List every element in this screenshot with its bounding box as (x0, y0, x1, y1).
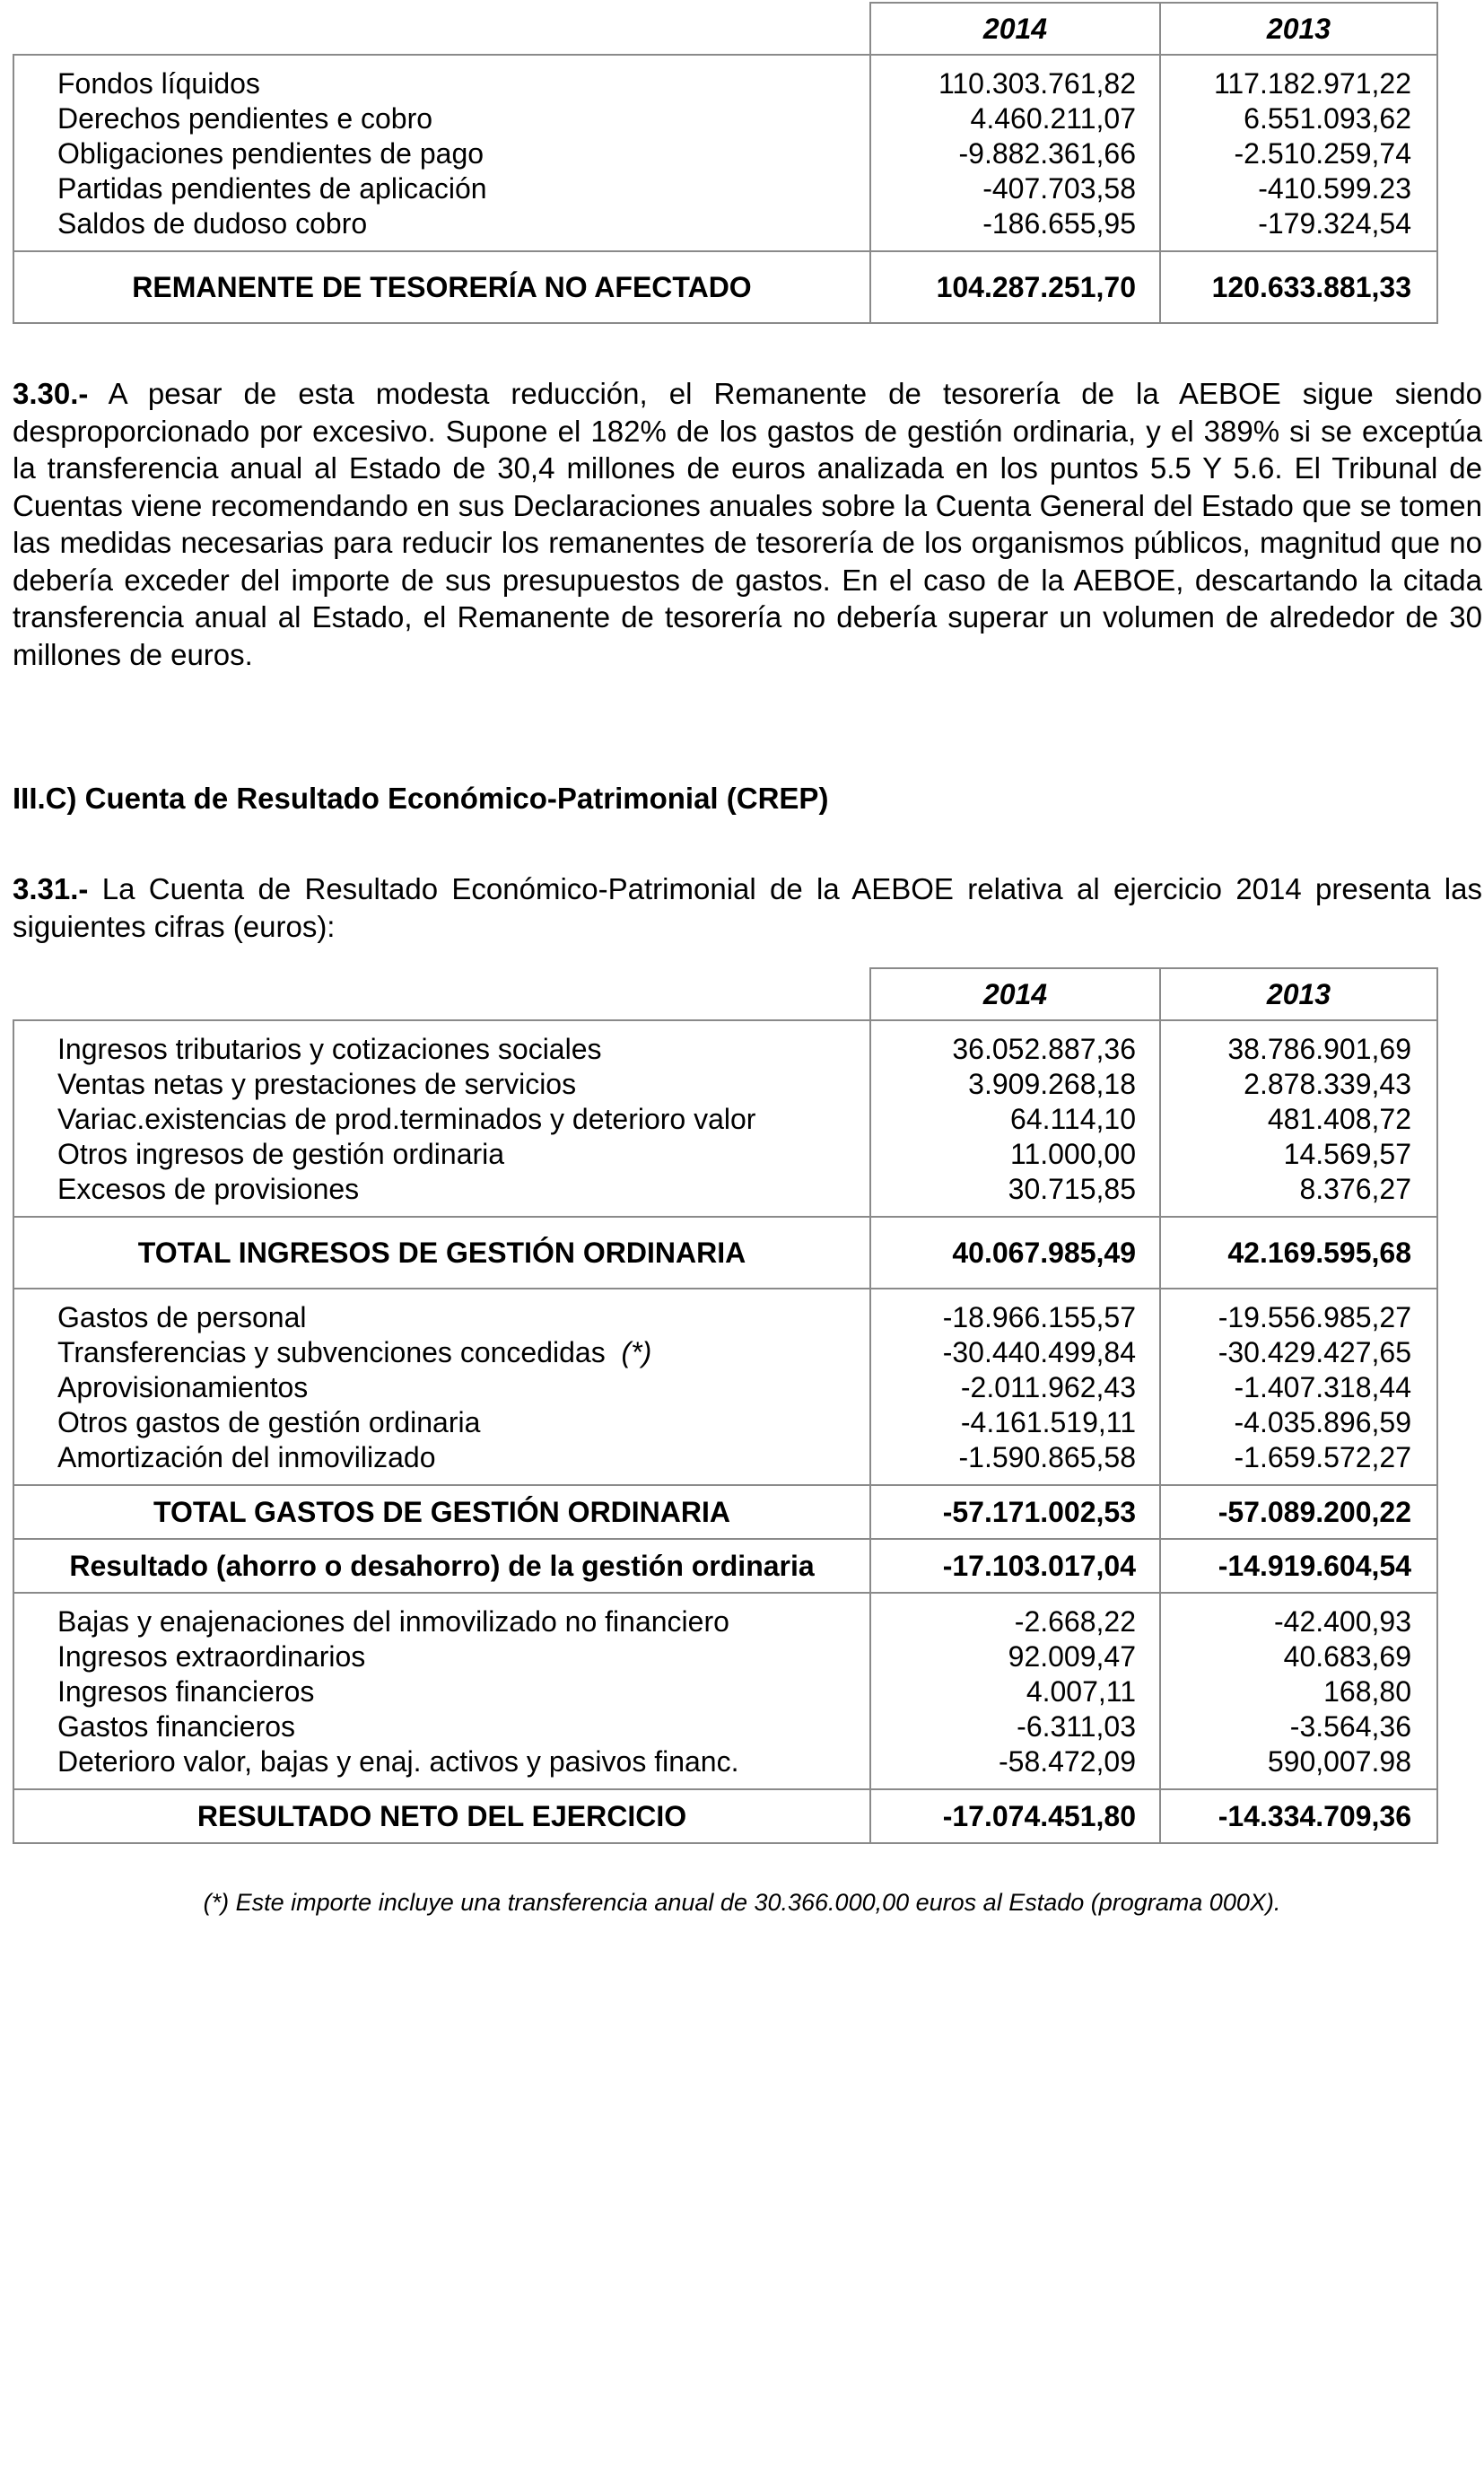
table-row (13, 1405, 1437, 1440)
value-2014: -2.668,22 (870, 1593, 1160, 1639)
value-2014: -1.590.865,58 (870, 1440, 1160, 1485)
total-row (13, 1485, 1437, 1539)
value-2014: -30.440.499,84 (870, 1335, 1160, 1370)
year-header: 2014 (870, 3, 1160, 55)
table-row (13, 55, 1437, 101)
value-2014: -4.161.519,11 (870, 1405, 1160, 1440)
row-label: Bajas y enajenaciones del inmovilizado no financiero (13, 1593, 870, 1639)
value-2013: 6.551.093,62 (1160, 101, 1437, 136)
value-2013: 481.408,72 (1160, 1102, 1437, 1137)
row-label: Ventas netas y prestaciones de servicios (13, 1067, 870, 1102)
table-row (13, 101, 1437, 136)
table-row (13, 1067, 1437, 1102)
value-2013: 8.376,27 (1160, 1172, 1437, 1217)
value-2013: -1.659.572,27 (1160, 1440, 1437, 1485)
crep-table (13, 967, 1438, 1844)
row-label: Fondos líquidos (13, 55, 870, 101)
value-2013: 117.182.971,22 (1160, 55, 1437, 101)
row-label: Partidas pendientes de aplicación (13, 171, 870, 206)
table-row (13, 171, 1437, 206)
total-2014: 104.287.251,70 (870, 251, 1160, 323)
table-row (13, 1440, 1437, 1485)
table-row (13, 136, 1437, 171)
row-label: Gastos de personal (13, 1289, 870, 1335)
table-row (13, 1102, 1437, 1137)
value-2014: -6.311,03 (870, 1709, 1160, 1744)
total-label: REMANENTE DE TESORERÍA NO AFECTADO (13, 251, 870, 323)
table-row (13, 1674, 1437, 1709)
row-label: Derechos pendientes e cobro (13, 101, 870, 136)
row-label: Variac.existencias de prod.terminados y deterioro valor (13, 1102, 870, 1137)
value-2014: 30.715,85 (870, 1172, 1160, 1217)
net-result-label: RESULTADO NETO DEL EJERCICIO (13, 1789, 870, 1843)
row-label: Gastos financieros (13, 1709, 870, 1744)
value-2014: 64.114,10 (870, 1102, 1160, 1137)
result-2014: -17.103.017,04 (870, 1539, 1160, 1593)
table-row (13, 206, 1437, 251)
value-2013: 14.569,57 (1160, 1137, 1437, 1172)
total-2013: 120.633.881,33 (1160, 251, 1437, 323)
paragraph-number: 3.30.- (13, 377, 89, 410)
year-header: 2013 (1160, 3, 1437, 55)
table-row (13, 1370, 1437, 1405)
table-row (13, 1289, 1437, 1335)
result-2013: -14.919.604,54 (1160, 1539, 1437, 1593)
net-result-2014: -17.074.451,80 (870, 1789, 1160, 1843)
row-label: Transferencias y subvenciones concedidas (57, 1336, 606, 1368)
total-2014: 40.067.985,49 (870, 1217, 1160, 1289)
value-2014: -58.472,09 (870, 1744, 1160, 1789)
row-label: Ingresos extraordinarios (13, 1639, 870, 1674)
table-header-row (13, 968, 1437, 1020)
row-label: Amortización del inmovilizado (13, 1440, 870, 1485)
section-heading: III.C) Cuenta de Resultado Económico-Patrimonial (CREP) (13, 782, 829, 815)
value-2014: -407.703,58 (870, 171, 1160, 206)
paragraph-3-30 (13, 375, 1482, 673)
value-2013: -2.510.259,74 (1160, 136, 1437, 171)
value-2013: 40.683,69 (1160, 1639, 1437, 1674)
row-label: Ingresos tributarios y cotizaciones sociales (13, 1020, 870, 1067)
paragraph-text: A pesar de esta modesta reducción, el Remanente de tesorería de la AEBOE sigue siendo desproporcionado por excesivo. Supone el 182% de los gastos de gestión ordinaria, y el 389% si se exceptúa la transferencia anual al Estado de 30,4 millones de euros analizada en los puntos 5.5 Y 5.6. El Tribunal de Cuentas viene recomendando en sus Declaraciones anuales sobre la Cuenta General del Estado que se tomen las medidas necesarias para reducir los remanentes de tesorería de los organismos públicos, magnitud que no debería exceder del importe de sus presupuestos de gastos. En el caso de la AEBOE, descartando la citada transferencia anual al Estado, el Remanente de tesorería no debería superar un volumen de alrededor de 30 millones de euros. (13, 377, 1482, 671)
table-row (13, 1744, 1437, 1789)
table-footnote: (*) Este importe incluye una transferencia anual de 30.366.000,00 euros al Estado (programa 000X). (203, 1889, 1281, 1916)
row-label-with-note (13, 1335, 870, 1370)
year-header: 2013 (1160, 968, 1437, 1020)
row-label: Ingresos financieros (13, 1674, 870, 1709)
table-header-row (13, 3, 1437, 55)
value-2014: 11.000,00 (870, 1137, 1160, 1172)
row-label: Obligaciones pendientes de pago (13, 136, 870, 171)
value-2013: -179.324,54 (1160, 206, 1437, 251)
value-2014: -18.966.155,57 (870, 1289, 1160, 1335)
value-2013: -4.035.896,59 (1160, 1405, 1437, 1440)
table-row (13, 1172, 1437, 1217)
treasury-table (13, 2, 1438, 324)
row-label: Otros ingresos de gestión ordinaria (13, 1137, 870, 1172)
table-row (13, 1137, 1437, 1172)
result-label: Resultado (ahorro o desahorro) de la gestión ordinaria (13, 1539, 870, 1593)
value-2013: -410.599.23 (1160, 171, 1437, 206)
total-label: TOTAL INGRESOS DE GESTIÓN ORDINARIA (13, 1217, 870, 1289)
net-result-2013: -14.334.709,36 (1160, 1789, 1437, 1843)
value-2013: 168,80 (1160, 1674, 1437, 1709)
row-label: Otros gastos de gestión ordinaria (13, 1405, 870, 1440)
value-2013: 590,007.98 (1160, 1744, 1437, 1789)
value-2014: 4.460.211,07 (870, 101, 1160, 136)
value-2014: 3.909.268,18 (870, 1067, 1160, 1102)
table-row (13, 1593, 1437, 1639)
result-row (13, 1539, 1437, 1593)
paragraph-3-31 (13, 870, 1482, 945)
total-label: TOTAL GASTOS DE GESTIÓN ORDINARIA (13, 1485, 870, 1539)
total-row (13, 251, 1437, 323)
table-row (13, 1639, 1437, 1674)
value-2013: -3.564,36 (1160, 1709, 1437, 1744)
table-row (13, 1709, 1437, 1744)
row-label: Saldos de dudoso cobro (13, 206, 870, 251)
value-2014: -2.011.962,43 (870, 1370, 1160, 1405)
value-2014: 4.007,11 (870, 1674, 1160, 1709)
row-label: Deterioro valor, bajas y enaj. activos y pasivos financ. (13, 1744, 870, 1789)
value-2014: 36.052.887,36 (870, 1020, 1160, 1067)
net-result-row (13, 1789, 1437, 1843)
total-2014: -57.171.002,53 (870, 1485, 1160, 1539)
row-label: Excesos de provisiones (13, 1172, 870, 1217)
total-2013: 42.169.595,68 (1160, 1217, 1437, 1289)
footnote-marker: (*) (621, 1336, 652, 1368)
value-2014: -9.882.361,66 (870, 136, 1160, 171)
value-2013: 2.878.339,43 (1160, 1067, 1437, 1102)
value-2013: -1.407.318,44 (1160, 1370, 1437, 1405)
total-row (13, 1217, 1437, 1289)
value-2014: 92.009,47 (870, 1639, 1160, 1674)
value-2013: 38.786.901,69 (1160, 1020, 1437, 1067)
table-row (13, 1335, 1437, 1370)
value-2013: -30.429.427,65 (1160, 1335, 1437, 1370)
paragraph-text: La Cuenta de Resultado Económico-Patrimonial de la AEBOE relativa al ejercicio 2014 presenta las siguientes cifras (euros): (13, 872, 1482, 943)
value-2014: -186.655,95 (870, 206, 1160, 251)
table-row (13, 1020, 1437, 1067)
value-2013: -42.400,93 (1160, 1593, 1437, 1639)
paragraph-number: 3.31.- (13, 872, 89, 905)
row-label: Aprovisionamientos (13, 1370, 870, 1405)
value-2013: -19.556.985,27 (1160, 1289, 1437, 1335)
value-2014: 110.303.761,82 (870, 55, 1160, 101)
total-2013: -57.089.200,22 (1160, 1485, 1437, 1539)
year-header: 2014 (870, 968, 1160, 1020)
